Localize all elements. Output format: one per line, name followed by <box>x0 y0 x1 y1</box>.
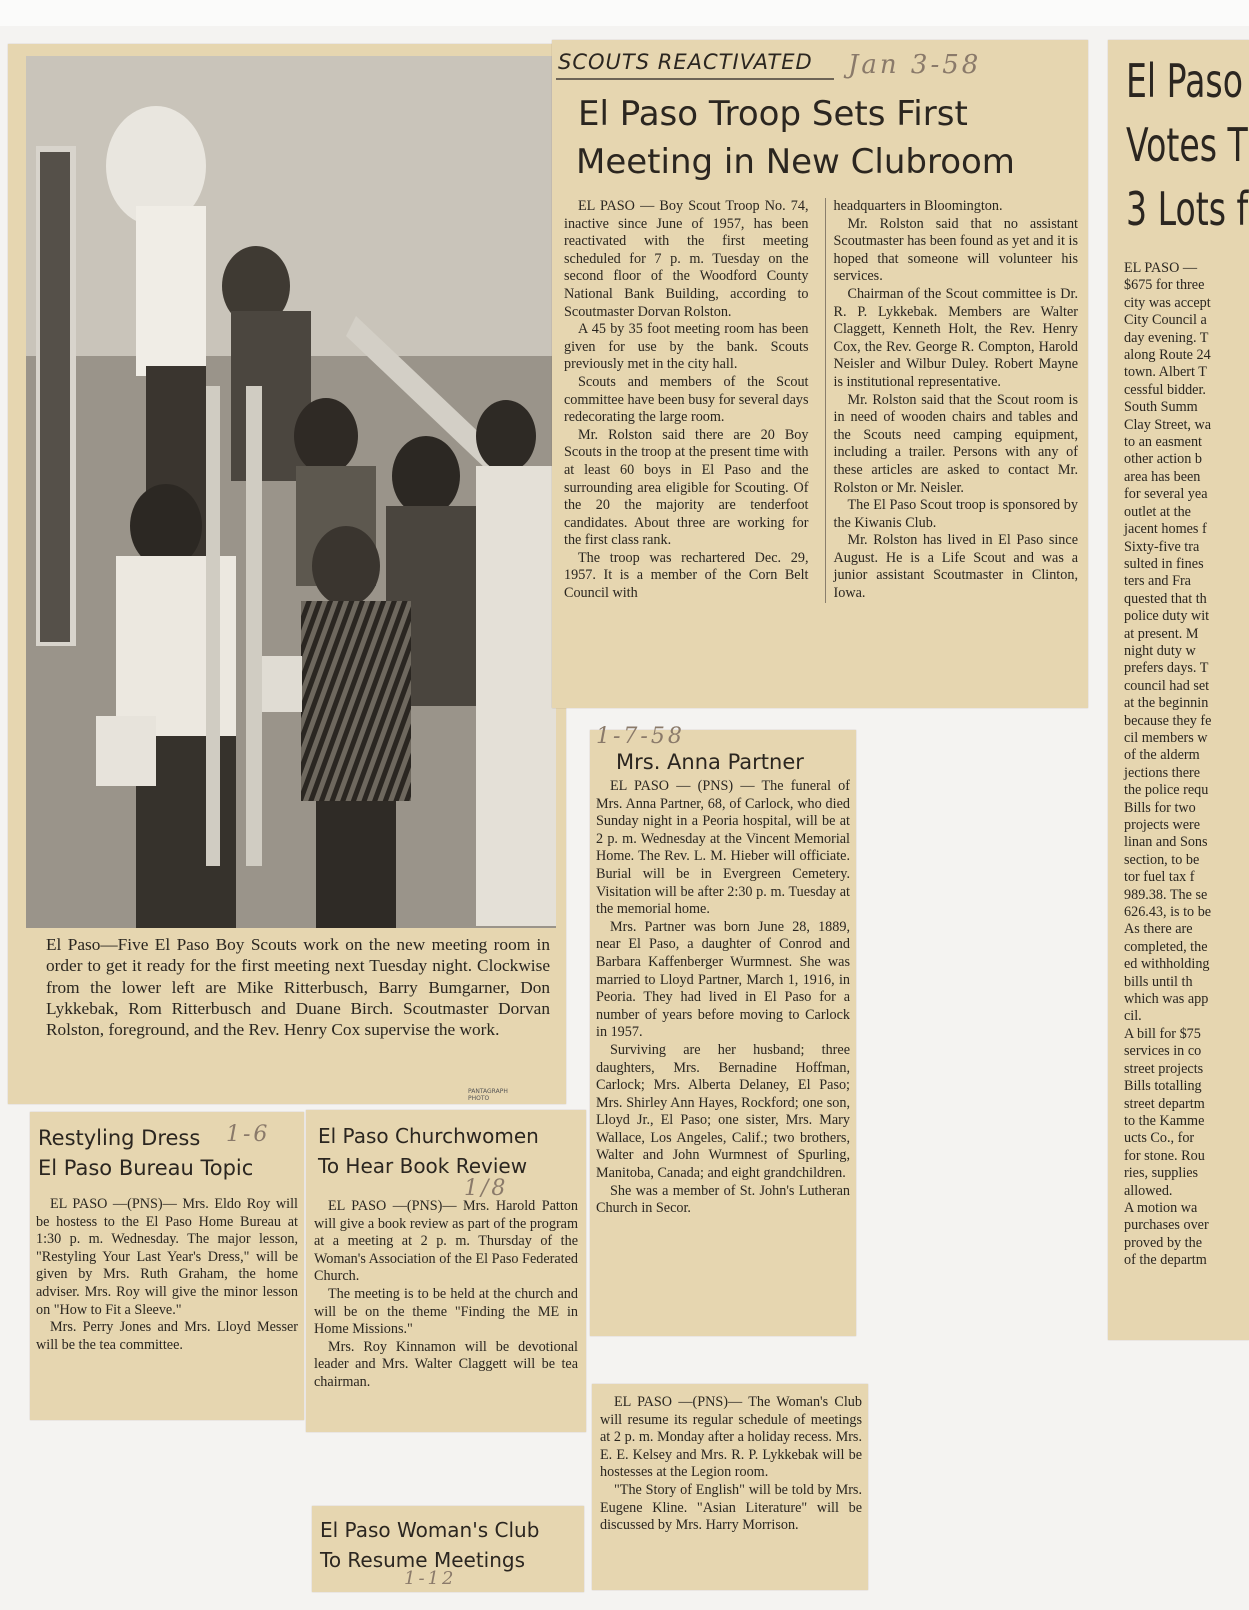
kicker-underline <box>556 78 834 80</box>
council-line: A motion wa <box>1124 1199 1198 1216</box>
womans-club-body-clipping <box>592 1384 868 1590</box>
council-line: purchases over <box>1124 1217 1209 1234</box>
handwritten-date: Jan 3-58 <box>848 50 982 80</box>
council-line: Sixty-five tra <box>1124 538 1200 555</box>
council-line: allowed. <box>1124 1182 1173 1199</box>
womans-club-headline-line1: El Paso Woman's Club <box>320 1518 540 1542</box>
restyling-headline-line1: Restyling Dress <box>38 1126 201 1150</box>
council-line: street projects <box>1124 1060 1204 1077</box>
council-line: bills until th <box>1124 973 1193 990</box>
article-columns <box>564 198 1078 603</box>
handwritten-date: 1-7-58 <box>596 724 685 749</box>
council-headline-line2: Votes T <box>1126 118 1248 172</box>
council-line: 989.38. The se <box>1124 886 1208 903</box>
paragraph: Mr. Rolston said there are 20 Boy Scouts in the troop at the present time with at least 60 boys in El Paso and the surrounding area eligible for Scouting. Of the 20 the majority are tenderfoot candidates. About three are working for the first class rank. <box>564 426 809 549</box>
paragraph: EL PASO — Boy Scout Troop No. 74, inactive since June of 1957, has been reactivated with the first meeting scheduled for 7 p. m. Tuesday on the second floor of the Woodford County National Bank Building, according to Scoutmaster Dorvan Rolston. <box>564 198 809 320</box>
paragraph: "The Story of English" will be told by Mrs. Eugene Kline. "Asian Literature" will be discussed by Mrs. Harry Morrison. <box>600 1481 862 1534</box>
council-line: ucts Co., for <box>1124 1130 1195 1147</box>
council-line: town. Albert T <box>1124 364 1207 381</box>
council-line: for stone. Rou <box>1124 1147 1205 1164</box>
photo-clipping <box>8 44 566 1104</box>
scouts-photo <box>26 56 556 928</box>
paragraph: EL PASO —(PNS)— Mrs. Eldo Roy will be hostess to the El Paso Home Bureau at 1:30 p. m. Wednesday. The major lesson, "Restyling Your Last Year's Dress," will be given by Mrs. Ruth Graham, the home adviser. Mrs. Roy will give the minor lesson on "How to Fit a Sleeve." <box>36 1196 298 1318</box>
paragraph: She was a member of St. John's Lutheran Church in Secor. <box>596 1182 850 1217</box>
scouts-article-clipping <box>552 40 1088 708</box>
council-line: completed, the <box>1124 938 1208 955</box>
council-line: section, to be <box>1124 851 1200 868</box>
handwritten-date: 1-12 <box>404 1568 457 1589</box>
article-kicker: SCOUTS REACTIVATED <box>558 50 813 74</box>
council-line: day evening. T <box>1124 329 1209 346</box>
council-line: ries, supplies <box>1124 1165 1199 1182</box>
council-line: tor fuel tax f <box>1124 869 1195 886</box>
paragraph: headquarters in Bloomington. <box>833 198 1003 214</box>
council-line: Clay Street, wa <box>1124 416 1212 433</box>
council-line: police duty wit <box>1124 608 1210 625</box>
council-line: As there are <box>1124 921 1193 938</box>
council-line: to an easment <box>1124 434 1203 451</box>
council-article-clipping <box>1108 40 1249 1340</box>
council-line: the police requ <box>1124 782 1209 799</box>
council-line: EL PASO — <box>1124 260 1198 276</box>
council-headline-line3: 3 Lots f <box>1126 182 1249 236</box>
council-line: quested that th <box>1124 590 1207 607</box>
obituary-body <box>596 778 850 1218</box>
council-line: A bill for $75 <box>1124 1025 1201 1042</box>
council-line: for several yea <box>1124 486 1208 503</box>
council-line: jections there <box>1124 764 1201 781</box>
council-line: of the alderm <box>1124 747 1200 764</box>
council-body <box>1124 260 1249 1270</box>
council-line: projects were <box>1124 817 1201 833</box>
handwritten-date: 1/8 <box>464 1176 509 1201</box>
council-line: services in co <box>1124 1043 1202 1060</box>
council-line: linan and Sons <box>1124 834 1208 851</box>
womans-club-headline-line2: To Resume Meetings <box>320 1548 526 1572</box>
article-headline-line1: El Paso Troop Sets First <box>578 94 968 134</box>
paragraph: Mrs. Perry Jones and Mrs. Lloyd Messer will be the tea committee. <box>36 1319 298 1353</box>
paragraph: The troop was rechartered Dec. 29, 1957. It is a member of the Corn Belt Council with <box>564 549 809 602</box>
scrapbook-page-top-edge <box>0 0 1249 26</box>
womans-club-headline-clipping <box>312 1506 584 1592</box>
paragraph: Surviving are her husband; three daughters, Mrs. Bernadine Hoffman, Carlock; Mrs. Alberta Delaney, El Paso; Mrs. Shirley Ann Hayes, Rockford; one son, Lloyd Jr., El Paso; one sister, Mrs. Mary Wallace, Los Angeles, Calif.; two brothers, Walter and John Wurmnest of Spurling, Manitoba, Canada; and eight grandchildren. <box>596 1041 850 1182</box>
council-line: cil. <box>1124 1008 1142 1025</box>
handwritten-date: 1-6 <box>226 1122 271 1147</box>
paragraph: The meeting is to be held at the church and will be on the theme "Finding the ME in Home Missions." <box>314 1285 578 1338</box>
council-line: at the beginnin <box>1124 695 1209 712</box>
article-headline-line2: Meeting in New Clubroom <box>576 142 1015 182</box>
council-line: city was accept <box>1124 294 1211 311</box>
restyling-article-clipping <box>30 1112 304 1420</box>
council-line: because they fe <box>1124 712 1212 729</box>
council-line: prefers days. T <box>1124 660 1209 677</box>
restyling-headline-line2: El Paso Bureau Topic <box>38 1156 254 1180</box>
obituary-clipping <box>590 724 856 1336</box>
council-line: cil members w <box>1124 729 1208 746</box>
obituary-headline: Mrs. Anna Partner <box>616 750 804 774</box>
paragraph: EL PASO — (PNS) — The funeral of Mrs. Anna Partner, 68, of Carlock, who died Sunday night in a Peoria hospital, will be at 2 p. m. Wednesday at the Vincent Memorial Home. The Rev. L. M. Hieber will officiate. Burial will be in Evergreen Cemetery. Visitation will be after 2:30 p. m. Tuesday at the memorial home. <box>596 778 850 918</box>
council-line: area has been <box>1124 468 1201 485</box>
churchwomen-headline-line1: El Paso Churchwomen <box>318 1124 539 1148</box>
council-line: street departm <box>1124 1095 1205 1112</box>
paragraph: Mr. Rolston has lived in El Paso since August. He is a Life Scout and was a junior assistant Scoutmaster in Clinton, Iowa. <box>833 532 1078 602</box>
paragraph: EL PASO —(PNS)— The Woman's Club will resume its regular schedule of meetings at 2 p. m. Monday after a holiday recess. Mrs. E. E. Kelsey and Mrs. R. P. Lykkebak will be hostesses at the Legion room. <box>600 1394 862 1481</box>
council-line: cessful bidder. <box>1124 381 1206 398</box>
council-line: ed withholding <box>1124 956 1210 973</box>
paragraph: The El Paso Scout troop is sponsored by the Kiwanis Club. <box>833 497 1078 531</box>
council-line: night duty w <box>1124 642 1196 659</box>
article-column-1 <box>564 198 809 603</box>
council-line: of the departm <box>1124 1252 1207 1269</box>
churchwomen-headline-line2: To Hear Book Review <box>318 1154 528 1178</box>
council-line: to the Kamme <box>1124 1112 1205 1129</box>
council-line: which was app <box>1124 991 1209 1008</box>
paragraph: Mrs. Partner was born June 28, 1889, near El Paso, a daughter of Conrod and Barbara Kaffenberger Wurmnest. She was married to Lloyd Partner, March 1, 1916, in Peoria. They had lived in El Paso for a number of years before moving to Carlock in 1957. <box>596 918 850 1041</box>
paragraph: Mr. Rolston said that the Scout room is in need of wooden chairs and tables and the Scouts need camping equipment, including a trailer. Persons with any of these articles are asked to contact Mr. Rolston or Mr. Neisler. <box>833 391 1078 496</box>
council-line: other action b <box>1124 451 1203 468</box>
council-line: proved by the <box>1124 1234 1203 1251</box>
council-line: jacent homes f <box>1124 521 1207 538</box>
council-line: South Summ <box>1124 399 1198 416</box>
photo-credit: PANTAGRAPH PHOTO <box>468 1088 508 1102</box>
churchwomen-body <box>314 1198 578 1392</box>
paragraph: Scouts and members of the Scout committee have been busy for several days redecorating the large room. <box>564 373 809 426</box>
council-line: Bills for two <box>1124 799 1196 816</box>
council-line: council had set <box>1124 677 1210 694</box>
council-line: ters and Fra <box>1124 573 1191 590</box>
womans-club-body <box>600 1394 862 1535</box>
council-line: $675 for three <box>1124 277 1205 294</box>
paragraph: Mrs. Roy Kinnamon will be devotional leader and Mrs. Walter Claggett will be tea chairman. <box>314 1338 578 1390</box>
paragraph: EL PASO —(PNS)— Mrs. Harold Patton will give a book review as part of the program at a meeting at 2 p. m. Thursday of the Woman's Association of the El Paso Federated Church. <box>314 1198 578 1285</box>
paragraph: A 45 by 35 foot meeting room has been given for use by the bank. Scouts previously met in the city hall. <box>564 321 809 373</box>
paragraph: Mr. Rolston said that no assistant Scoutmaster has been found as yet and it is hoped that someone will volunteer his services. <box>833 215 1078 285</box>
council-line: City Council a <box>1124 312 1207 329</box>
restyling-body <box>36 1196 298 1354</box>
churchwomen-article-clipping <box>306 1110 586 1432</box>
council-line: Bills totalling <box>1124 1078 1202 1095</box>
council-line: outlet at the <box>1124 503 1191 520</box>
article-column-2 <box>825 198 1079 603</box>
paragraph: Chairman of the Scout committee is Dr. R. P. Lykkebak. Members are Walter Claggett, Kenneth Holt, the Rev. Henry Cox, the Rev. George R. Compton, Harold Neisler and Wilbur Duley. Robert Mayne is institutional representative. <box>833 285 1078 390</box>
photo-caption: El Paso—Five El Paso Boy Scouts work on the new meeting room in order to get it ready for the first meeting next Tuesday night. Clockwise from the lower left are Mike Ritterbusch, Barry Bumgarner, Don Lykkebak, Rom Ritterbusch and Duane Birch. Scoutmaster Dorvan Rolston, foreground, and the Rev. Henry Cox supervise the work. <box>46 935 550 1040</box>
council-headline-line1: El Paso <box>1126 54 1243 108</box>
council-line: 626.43, is to be <box>1124 904 1212 921</box>
council-line: along Route 24 <box>1124 347 1211 364</box>
scouts-photo-image <box>26 56 556 928</box>
council-line: at present. M <box>1124 625 1199 642</box>
council-line: sulted in fines <box>1124 555 1204 572</box>
